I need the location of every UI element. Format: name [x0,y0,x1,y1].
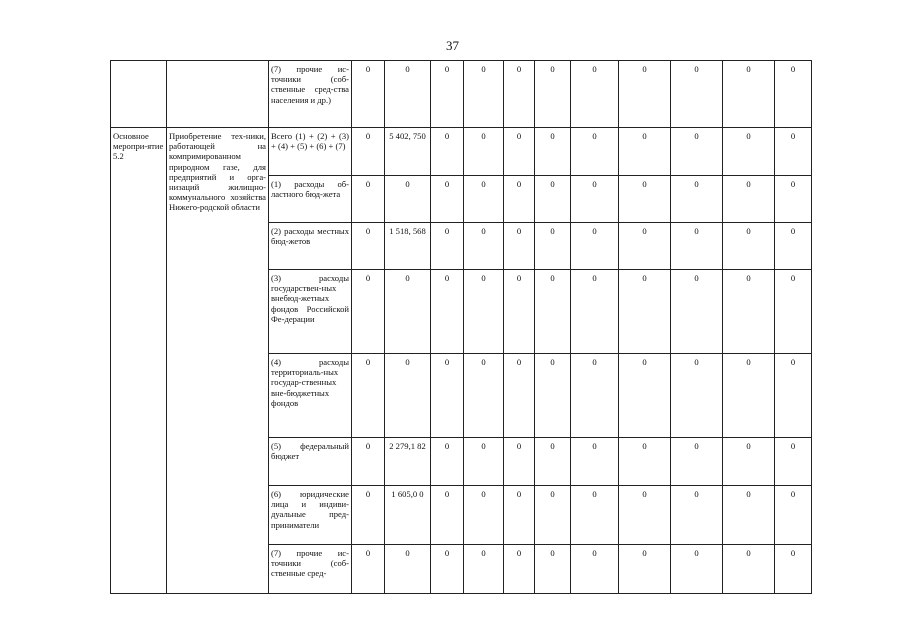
value-cell: 1 605,0 0 [385,486,431,545]
value-cell: 0 [723,354,775,438]
value-cell: 0 [431,486,464,545]
event-description-cell-empty [167,61,269,128]
value-cell: 0 [671,176,723,223]
value-cell: 0 [385,270,431,354]
value-cell: 0 [571,545,619,594]
value-cell: 0 [431,438,464,486]
value-cell: 0 [671,438,723,486]
funding-source-cell: (3) расходы государствен-ных внебюд-жетных фондов Российской Фе-дерации [269,270,352,354]
value-cell: 0 [464,354,504,438]
funding-source-cell: (5) федеральный бюджет [269,438,352,486]
value-cell: 0 [619,270,671,354]
value-cell: 0 [571,354,619,438]
value-cell: 0 [671,486,723,545]
value-cell: 0 [504,128,535,176]
funding-source-cell: Всего (1) + (2) + (3) + (4) + (5) + (6) + (7) [269,128,352,176]
value-cell: 0 [723,223,775,270]
event-code-cell: Основное меропри-ятие 5.2 [111,128,167,594]
value-cell: 0 [504,438,535,486]
value-cell: 0 [431,176,464,223]
value-cell: 5 402, 750 [385,128,431,176]
value-cell: 0 [671,61,723,128]
value-cell: 0 [535,128,571,176]
value-cell: 0 [571,486,619,545]
value-cell: 0 [619,176,671,223]
value-cell: 0 [504,486,535,545]
value-cell: 0 [619,545,671,594]
value-cell: 0 [571,128,619,176]
value-cell: 2 279,1 82 [385,438,431,486]
value-cell: 0 [431,545,464,594]
funding-source-cell: (2) расходы местных бюд-жетов [269,223,352,270]
value-cell: 0 [352,354,385,438]
value-cell: 0 [671,223,723,270]
value-cell: 0 [352,61,385,128]
value-cell: 0 [352,223,385,270]
value-cell: 0 [723,545,775,594]
value-cell: 0 [723,486,775,545]
value-cell: 0 [504,354,535,438]
value-cell: 0 [571,438,619,486]
value-cell: 0 [464,438,504,486]
funding-source-cell: (4) расходы территориаль-ных государ-ственных вне-бюджетных фондов [269,354,352,438]
value-cell: 0 [723,128,775,176]
value-cell: 0 [619,486,671,545]
value-cell: 0 [535,545,571,594]
value-cell: 0 [723,270,775,354]
value-cell: 0 [619,354,671,438]
value-cell: 0 [352,438,385,486]
value-cell: 0 [352,128,385,176]
value-cell: 0 [619,223,671,270]
value-cell: 0 [504,61,535,128]
funding-source-cell: (1) расходы об-ластного бюд-жета [269,176,352,223]
value-cell: 0 [352,545,385,594]
value-cell: 0 [535,354,571,438]
value-cell: 1 518, 568 [385,223,431,270]
table-row [111,128,812,176]
value-cell: 0 [535,223,571,270]
value-cell: 0 [671,354,723,438]
value-cell: 0 [775,223,812,270]
value-cell: 0 [571,176,619,223]
value-cell: 0 [775,270,812,354]
funding-source-cell: (7) прочие ис-точники (соб-ственные сред- [269,545,352,594]
value-cell: 0 [352,176,385,223]
table-row [111,61,812,128]
value-cell: 0 [619,128,671,176]
value-cell: 0 [775,438,812,486]
value-cell: 0 [504,223,535,270]
value-cell: 0 [464,176,504,223]
value-cell: 0 [723,438,775,486]
value-cell: 0 [775,545,812,594]
event-description-cell: Приобретение тех-ники, работающей на компримированном природном газе, для предприятий и орга-низаций жилищно-коммунального хозяйства Нижего-родской области [167,128,269,594]
value-cell: 0 [535,61,571,128]
value-cell: 0 [671,128,723,176]
value-cell: 0 [431,128,464,176]
value-cell: 0 [464,223,504,270]
value-cell: 0 [619,438,671,486]
value-cell: 0 [775,486,812,545]
value-cell: 0 [535,438,571,486]
value-cell: 0 [619,61,671,128]
value-cell: 0 [571,223,619,270]
value-cell: 0 [775,61,812,128]
value-cell: 0 [571,61,619,128]
value-cell: 0 [723,176,775,223]
page-number: 37 [446,38,459,53]
value-cell: 0 [671,545,723,594]
value-cell: 0 [775,128,812,176]
value-cell: 0 [431,354,464,438]
funding-source-cell: (6) юридические лица и индиви-дуальные пред-приниматели [269,486,352,545]
value-cell: 0 [385,545,431,594]
value-cell: 0 [571,270,619,354]
value-cell: 0 [775,176,812,223]
value-cell: 0 [431,61,464,128]
value-cell: 0 [385,61,431,128]
value-cell: 0 [504,545,535,594]
value-cell: 0 [464,545,504,594]
value-cell: 0 [464,486,504,545]
value-cell: 0 [431,270,464,354]
value-cell: 0 [671,270,723,354]
value-cell: 0 [775,354,812,438]
value-cell: 0 [723,61,775,128]
value-cell: 0 [464,61,504,128]
value-cell: 0 [535,270,571,354]
value-cell: 0 [535,176,571,223]
funding-source-cell: (7) прочие ис-точники (соб-ственные сред-ства населения и др.) [269,61,352,128]
budget-table [110,60,812,594]
value-cell: 0 [431,223,464,270]
value-cell: 0 [535,486,571,545]
value-cell: 0 [352,270,385,354]
value-cell: 0 [352,486,385,545]
value-cell: 0 [464,270,504,354]
event-code-cell-empty [111,61,167,128]
value-cell: 0 [504,176,535,223]
value-cell: 0 [385,176,431,223]
value-cell: 0 [504,270,535,354]
value-cell: 0 [464,128,504,176]
value-cell: 0 [385,354,431,438]
